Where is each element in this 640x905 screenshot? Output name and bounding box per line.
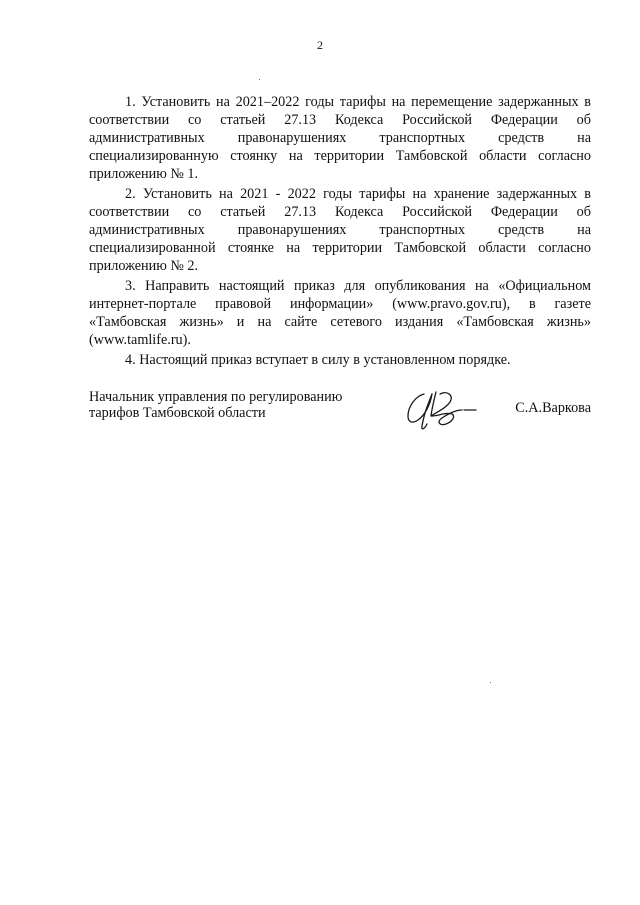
document-body — [89, 93, 591, 371]
paragraph-4: 4. Настоящий приказ вступает в силу в установленном порядке. — [125, 352, 511, 368]
signatory-position — [89, 389, 342, 421]
signatory-position-line-2: тарифов Тамбовской области — [89, 405, 266, 421]
scan-speck — [259, 79, 260, 80]
signatory-position-line-1: Начальник управления по регулированию — [89, 389, 343, 405]
page-number: 2 — [317, 38, 323, 52]
signature-block — [89, 386, 591, 436]
signatory-name: С.А.Варкова — [515, 400, 591, 416]
paragraph-1: 1. Установить на 2021–2022 годы тарифы на перемещение задержанных в соответствии со статьей 27.13 Кодекса Российской Федерации об административных правонарушениях транспортных средств на специализированную стоянку на территории Тамбовской области согласно приложению № 1. — [89, 94, 591, 182]
handwritten-signature — [402, 386, 494, 434]
paragraph-2: 2. Установить на 2021 - 2022 годы тарифы на хранение задержанных в соответствии со статьей 27.13 Кодекса Российской Федерации об административных правонарушениях транспортных средств на специализированной стоянке на территории Тамбовской области согласно приложению № 2. — [89, 186, 591, 274]
scan-speck — [490, 682, 491, 683]
paragraph-3: 3. Направить настоящий приказ для опубликования на «Официальном интернет-портале правовой информации» (www.pravo.gov.ru), в газете «Тамбовская жизнь» и на сайте сетевого издания «Тамбовская жизнь» (www.tamlife.ru). — [89, 278, 591, 348]
